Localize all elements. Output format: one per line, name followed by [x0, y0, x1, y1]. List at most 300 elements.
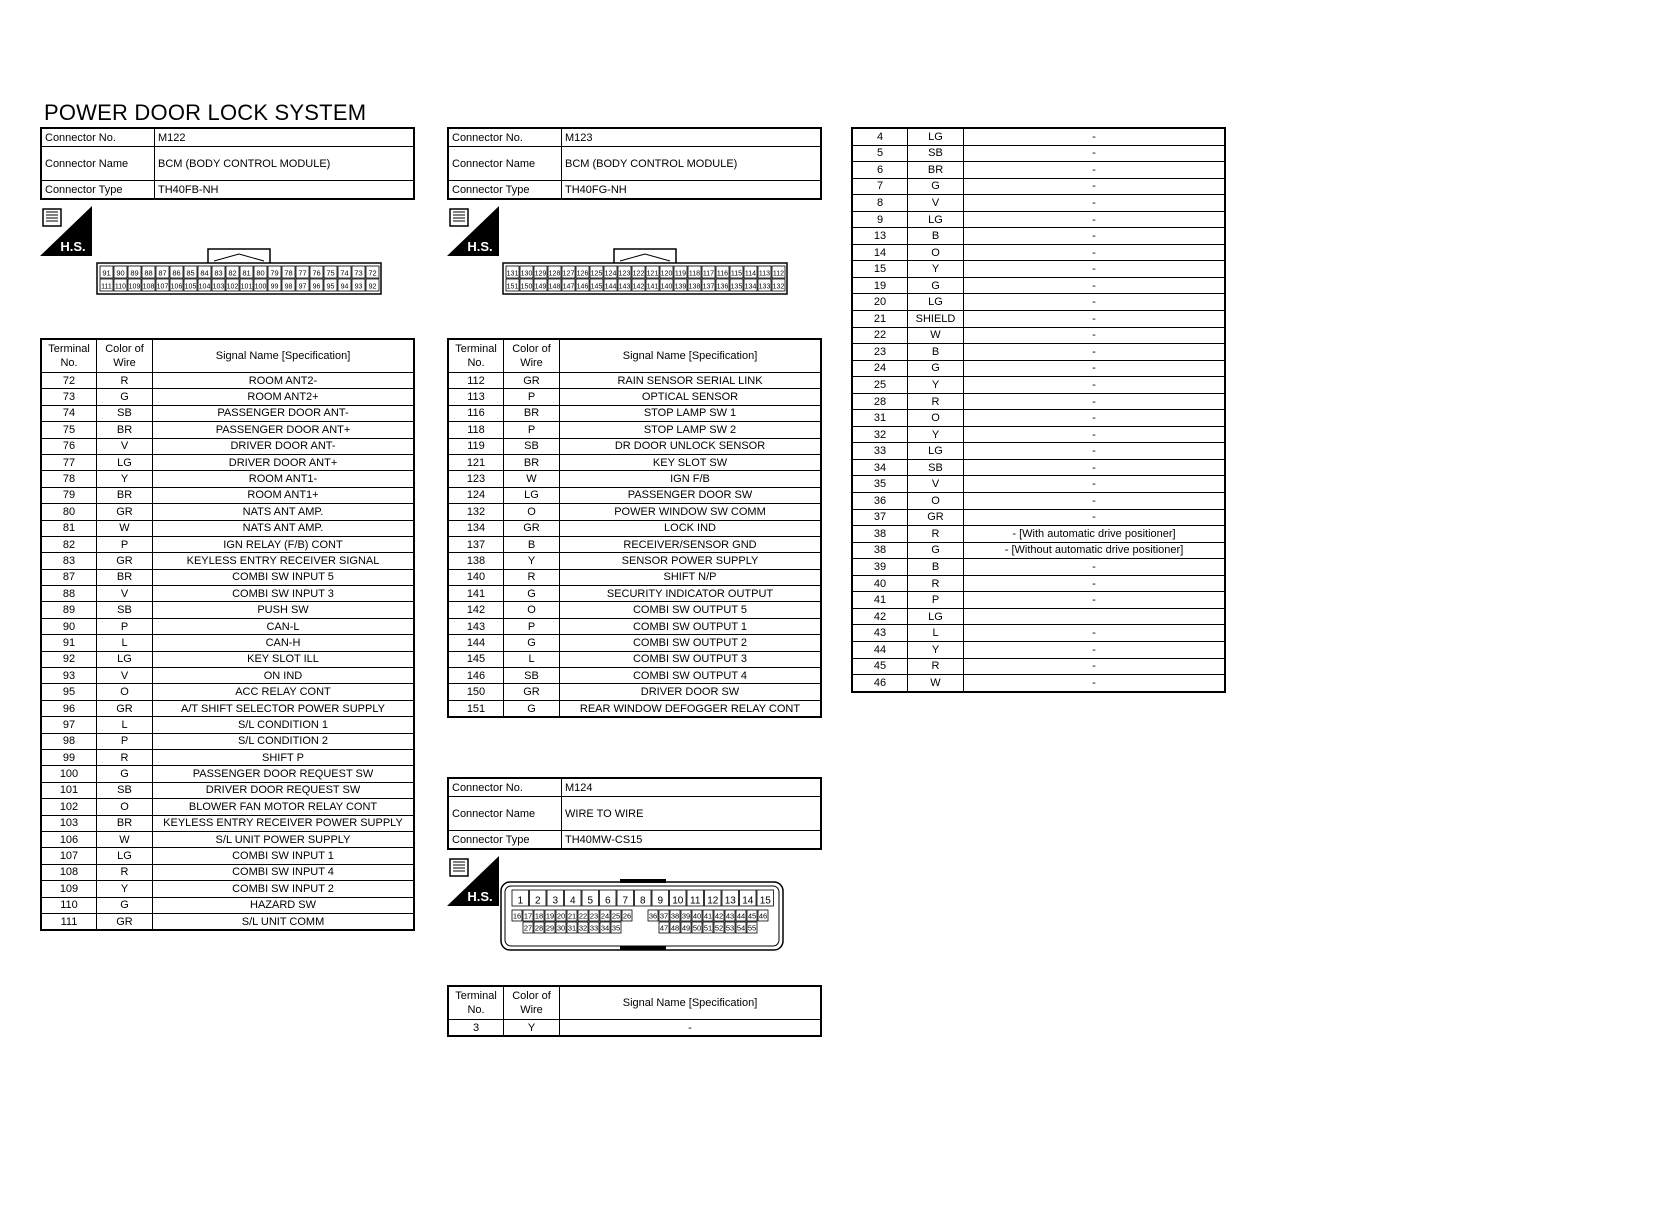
terminal-no-cell: 87	[41, 569, 97, 585]
signal-name-cell: -	[964, 675, 1226, 692]
terminal-no-cell: 146	[448, 668, 504, 684]
signal-name-cell: SHIFT P	[153, 749, 415, 765]
pin-number: 141	[646, 283, 659, 291]
pin-number: 123	[618, 270, 631, 278]
pin-number: 72	[368, 268, 377, 278]
signal-name-cell: PASSENGER DOOR REQUEST SW	[153, 766, 415, 782]
pin-number: 95	[326, 283, 335, 291]
table-row	[41, 881, 414, 897]
terminal-no-cell: 151	[448, 700, 504, 717]
wire-color-cell: GR	[97, 504, 153, 520]
harness-side-icon	[447, 206, 499, 256]
wire-color-cell: R	[908, 575, 964, 592]
table-row	[852, 410, 1225, 427]
connector-info-m122	[40, 127, 415, 200]
signal-name-cell: - [Without automatic drive positioner]	[964, 542, 1226, 559]
table-row	[852, 493, 1225, 510]
table-row	[852, 311, 1225, 328]
table-row	[41, 520, 414, 536]
signal-name-cell: PASSENGER DOOR ANT-	[153, 405, 415, 421]
pin-number: 94	[340, 283, 349, 291]
terminal-no-cell: 39	[852, 559, 908, 576]
signal-name-cell: BLOWER FAN MOTOR RELAY CONT	[153, 799, 415, 815]
signal-name-cell: S/L CONDITION 1	[153, 717, 415, 733]
pin-number: 100	[254, 283, 267, 291]
pin-number: 45	[747, 911, 757, 921]
connector-type-label: Connector Type	[41, 181, 155, 200]
pin-number: 42	[714, 911, 724, 921]
signal-name-cell: STOP LAMP SW 1	[560, 405, 822, 421]
hs-label: H.S.	[60, 239, 86, 254]
pin-number: 44	[736, 911, 746, 921]
signal-name-cell: A/T SHIFT SELECTOR POWER SUPPLY	[153, 700, 415, 716]
harness-side-icon	[40, 206, 92, 256]
pin-number: 146	[576, 283, 589, 291]
signal-name-cell	[964, 608, 1226, 625]
pin-number: 46	[758, 911, 768, 921]
signal-name-cell: -	[964, 559, 1226, 576]
pin-number: 50	[692, 923, 702, 933]
table-row	[41, 782, 414, 798]
terminal-no-cell: 46	[852, 675, 908, 692]
wire-color-cell: P	[908, 592, 964, 609]
pin-number: 4	[569, 895, 576, 907]
table-row	[41, 635, 414, 651]
wire-color-cell: R	[97, 373, 153, 389]
wire-color-cell: SB	[504, 438, 560, 454]
table-row	[852, 675, 1225, 692]
pin-number: 96	[312, 283, 321, 291]
wire-color-cell: P	[504, 618, 560, 634]
wire-color-cell: GR	[97, 700, 153, 716]
terminal-no-cell: 5	[852, 145, 908, 162]
signal-name-cell: -	[964, 443, 1226, 460]
pin-number: 115	[730, 270, 743, 278]
table-row	[852, 526, 1225, 543]
wire-color-cell: Y	[504, 1020, 560, 1037]
signal-name-cell: -	[964, 195, 1226, 212]
connector-info-m123	[447, 127, 822, 200]
wire-color-cell: G	[97, 897, 153, 913]
signal-name-cell: HAZARD SW	[153, 897, 415, 913]
page-title: POWER DOOR LOCK SYSTEM	[44, 100, 367, 125]
connector-name-value: WIRE TO WIRE	[562, 797, 822, 831]
wire-color-cell: SB	[97, 602, 153, 618]
pin-number: 122	[632, 270, 645, 278]
pin-number: 134	[744, 283, 757, 291]
signal-name-cell: IGN F/B	[560, 471, 822, 487]
terminal-no-cell: 106	[41, 831, 97, 847]
table-row	[448, 602, 821, 618]
signal-name-cell: STOP LAMP SW 2	[560, 422, 822, 438]
wire-color-cell: V	[97, 438, 153, 454]
wire-color-cell: R	[97, 864, 153, 880]
terminal-no-cell: 89	[41, 602, 97, 618]
pin-number: 103	[212, 283, 225, 291]
terminal-no-cell: 100	[41, 766, 97, 782]
connector-type-label: Connector Type	[448, 831, 562, 850]
pin-number: 20	[556, 911, 566, 921]
table-row	[41, 438, 414, 454]
table-row	[448, 438, 821, 454]
pin-number: 130	[520, 270, 533, 278]
wire-color-cell: W	[97, 520, 153, 536]
pin-number: 3	[552, 895, 559, 907]
terminal-no-cell: 24	[852, 360, 908, 377]
signal-name-cell: POWER WINDOW SW COMM	[560, 504, 822, 520]
terminal-no-cell: 103	[41, 815, 97, 831]
wire-color-cell: LG	[908, 608, 964, 625]
table-row	[41, 799, 414, 815]
terminal-no-cell: 143	[448, 618, 504, 634]
color-of-wire-header: Color of Wire	[504, 986, 560, 1020]
table-row	[852, 443, 1225, 460]
signal-name-header: Signal Name [Specification]	[560, 986, 822, 1020]
table-row	[41, 684, 414, 700]
wire-color-cell: GR	[504, 373, 560, 389]
pin-number: 150	[520, 283, 533, 291]
table-row	[41, 815, 414, 831]
terminal-no-cell: 121	[448, 454, 504, 470]
pin-number: 90	[116, 268, 125, 278]
signal-name-cell: SECURITY INDICATOR OUTPUT	[560, 586, 822, 602]
terminal-no-cell: 45	[852, 658, 908, 675]
table-row	[448, 618, 821, 634]
wire-color-cell: O	[908, 410, 964, 427]
pin-number: 52	[714, 923, 724, 933]
table-row	[852, 608, 1225, 625]
connector-name-label: Connector Name	[448, 797, 562, 831]
pin-number: 105	[184, 283, 197, 291]
pin-number: 78	[284, 268, 293, 278]
table-row	[852, 228, 1225, 245]
connector-no-value: M122	[155, 128, 415, 147]
wire-color-cell: SB	[97, 405, 153, 421]
connector-info-m124	[447, 777, 822, 850]
terminal-no-cell: 72	[41, 373, 97, 389]
terminal-no-cell: 95	[41, 684, 97, 700]
terminal-no-cell: 124	[448, 487, 504, 503]
signal-name-cell: RAIN SENSOR SERIAL LINK	[560, 373, 822, 389]
signal-name-cell: -	[964, 344, 1226, 361]
signal-name-cell: COMBI SW INPUT 2	[153, 881, 415, 897]
terminal-no-cell: 142	[448, 602, 504, 618]
wire-color-cell: GR	[97, 913, 153, 930]
wire-color-cell: O	[908, 493, 964, 510]
terminal-no-cell: 90	[41, 618, 97, 634]
pin-number: 120	[660, 270, 673, 278]
wire-color-cell: Y	[908, 261, 964, 278]
pin-number: 109	[128, 283, 141, 291]
pin-number: 128	[548, 270, 561, 278]
signal-name-cell: -	[964, 244, 1226, 261]
pin-number: 54	[736, 923, 746, 933]
table-row	[41, 766, 414, 782]
terminal-no-cell: 14	[852, 244, 908, 261]
table-row	[41, 717, 414, 733]
terminal-no-cell: 150	[448, 684, 504, 700]
table-row	[448, 454, 821, 470]
table-row	[852, 244, 1225, 261]
signal-name-cell: -	[964, 575, 1226, 592]
table-row	[448, 487, 821, 503]
signal-name-cell: ON IND	[153, 668, 415, 684]
wire-color-cell: G	[908, 277, 964, 294]
connector-type-value: TH40MW-CS15	[562, 831, 822, 850]
pin-number: 21	[567, 911, 577, 921]
connector-name-label: Connector Name	[448, 147, 562, 181]
pin-number: 117	[702, 270, 715, 278]
wire-color-cell: BR	[97, 487, 153, 503]
table-row	[852, 145, 1225, 162]
signal-name-cell: COMBI SW OUTPUT 4	[560, 668, 822, 684]
signal-name-cell: -	[964, 162, 1226, 179]
pin-number: 8	[639, 895, 646, 907]
pin-number: 148	[548, 283, 561, 291]
signal-name-cell: -	[964, 128, 1226, 145]
wire-color-cell: GR	[97, 553, 153, 569]
wire-color-cell: R	[504, 569, 560, 585]
terminal-no-cell: 93	[41, 668, 97, 684]
terminal-no-cell: 32	[852, 426, 908, 443]
signal-name-cell: RECEIVER/SENSOR GND	[560, 536, 822, 552]
pin-number: 7	[622, 895, 629, 907]
connector-type-label: Connector Type	[448, 181, 562, 200]
terminal-no-cell: 82	[41, 536, 97, 552]
pin-number: 6	[604, 895, 611, 907]
pin-number: 125	[590, 270, 603, 278]
connector-face-m123	[502, 246, 788, 296]
terminal-no-cell: 132	[448, 504, 504, 520]
table-row	[41, 913, 414, 930]
wire-color-cell: Y	[504, 553, 560, 569]
table-row	[41, 536, 414, 552]
table-row	[41, 668, 414, 684]
terminal-no-cell: 13	[852, 228, 908, 245]
terminal-table-m122	[40, 338, 415, 931]
wire-color-cell: G	[97, 389, 153, 405]
table-row	[41, 405, 414, 421]
pin-number: 114	[744, 270, 757, 278]
table-row	[852, 641, 1225, 658]
terminal-no-cell: 118	[448, 422, 504, 438]
wire-color-cell: O	[504, 504, 560, 520]
connector-type-value: TH40FB-NH	[155, 181, 415, 200]
wire-color-cell: L	[908, 625, 964, 642]
terminal-no-cell: 78	[41, 471, 97, 487]
terminal-no-cell: 77	[41, 454, 97, 470]
terminal-no-cell: 76	[41, 438, 97, 454]
table-row	[41, 733, 414, 749]
terminal-no-cell: 97	[41, 717, 97, 733]
signal-name-cell: KEYLESS ENTRY RECEIVER SIGNAL	[153, 553, 415, 569]
terminal-no-cell: 98	[41, 733, 97, 749]
connector-name-label: Connector Name	[41, 147, 155, 181]
table-row	[448, 520, 821, 536]
wire-color-cell: LG	[97, 454, 153, 470]
table-row	[852, 128, 1225, 145]
table-row	[852, 393, 1225, 410]
wire-color-cell: B	[908, 559, 964, 576]
wire-color-cell: SB	[908, 459, 964, 476]
signal-name-cell: IGN RELAY (F/B) CONT	[153, 536, 415, 552]
table-row	[448, 422, 821, 438]
table-row	[41, 569, 414, 585]
table-row	[448, 1020, 821, 1037]
pin-number: 35	[611, 923, 621, 933]
wire-color-cell: G	[504, 700, 560, 717]
pin-number: 144	[604, 283, 617, 291]
signal-name-cell: COMBI SW INPUT 1	[153, 848, 415, 864]
terminal-no-header: Terminal No.	[41, 339, 97, 373]
signal-name-header: Signal Name [Specification]	[560, 339, 822, 373]
terminal-table-m124-continued	[851, 127, 1226, 693]
table-row	[41, 504, 414, 520]
signal-name-cell: -	[964, 311, 1226, 328]
pin-number: 116	[716, 270, 729, 278]
pin-number: 40	[692, 911, 702, 921]
terminal-no-cell: 83	[41, 553, 97, 569]
table-row	[41, 602, 414, 618]
table-row	[41, 700, 414, 716]
wire-color-cell: G	[504, 635, 560, 651]
terminal-no-cell: 144	[448, 635, 504, 651]
pin-number: 74	[340, 268, 349, 278]
terminal-no-cell: 6	[852, 162, 908, 179]
signal-name-cell: -	[964, 178, 1226, 195]
pin-number: 139	[674, 283, 687, 291]
table-row	[852, 327, 1225, 344]
pin-number: 138	[688, 283, 701, 291]
signal-name-cell: PUSH SW	[153, 602, 415, 618]
pin-number: 80	[256, 268, 265, 278]
signal-name-cell: SENSOR POWER SUPPLY	[560, 553, 822, 569]
pin-number: 104	[198, 283, 211, 291]
signal-name-cell: -	[964, 228, 1226, 245]
terminal-no-cell: 38	[852, 526, 908, 543]
pin-number: 12	[707, 895, 719, 907]
terminal-no-cell: 111	[41, 913, 97, 930]
signal-name-cell: NATS ANT AMP.	[153, 504, 415, 520]
terminal-no-cell: 20	[852, 294, 908, 311]
pin-number: 14	[742, 895, 754, 907]
table-row	[448, 635, 821, 651]
table-row	[852, 277, 1225, 294]
pin-number: 29	[545, 923, 555, 933]
terminal-no-cell: 99	[41, 749, 97, 765]
pin-number: 110	[114, 283, 127, 291]
wire-color-cell: P	[97, 733, 153, 749]
signal-name-cell: -	[964, 426, 1226, 443]
wire-color-cell: L	[504, 651, 560, 667]
table-row	[41, 618, 414, 634]
pin-number: 28	[534, 923, 544, 933]
pin-number: 108	[142, 283, 155, 291]
wire-color-cell: LG	[908, 294, 964, 311]
terminal-no-cell: 102	[41, 799, 97, 815]
terminal-no-cell: 25	[852, 377, 908, 394]
pin-number: 112	[772, 270, 785, 278]
table-row	[852, 377, 1225, 394]
connector-face-m122	[96, 246, 382, 296]
table-row	[448, 700, 821, 717]
signal-name-cell: PASSENGER DOOR SW	[560, 487, 822, 503]
pin-number: 133	[758, 283, 771, 291]
wire-color-cell: SB	[908, 145, 964, 162]
pin-number: 11	[690, 895, 701, 907]
table-row	[852, 178, 1225, 195]
terminal-no-cell: 31	[852, 410, 908, 427]
terminal-no-cell: 15	[852, 261, 908, 278]
pin-number: 37	[659, 911, 669, 921]
terminal-no-cell: 107	[41, 848, 97, 864]
pin-number: 107	[156, 283, 169, 291]
terminal-no-cell: 101	[41, 782, 97, 798]
hs-label: H.S.	[467, 239, 493, 254]
signal-name-cell: -	[964, 377, 1226, 394]
table-row	[852, 211, 1225, 228]
pin-number: 48	[670, 923, 680, 933]
table-row	[448, 389, 821, 405]
signal-name-cell: SHIFT N/P	[560, 569, 822, 585]
pin-number: 49	[681, 923, 691, 933]
signal-name-cell: -	[560, 1020, 822, 1037]
terminal-no-cell: 108	[41, 864, 97, 880]
signal-name-cell: COMBI SW OUTPUT 5	[560, 602, 822, 618]
signal-name-cell: -	[964, 211, 1226, 228]
signal-name-cell: COMBI SW INPUT 5	[153, 569, 415, 585]
table-row	[41, 471, 414, 487]
signal-name-cell: ROOM ANT1-	[153, 471, 415, 487]
signal-name-cell: ACC RELAY CONT	[153, 684, 415, 700]
wire-color-cell: V	[97, 668, 153, 684]
signal-name-cell: REAR WINDOW DEFOGGER RELAY CONT	[560, 700, 822, 717]
pin-number: 83	[214, 268, 223, 278]
pin-number: 24	[600, 911, 610, 921]
pin-number: 77	[298, 268, 307, 278]
pin-number: 39	[681, 911, 691, 921]
wire-color-cell: O	[504, 602, 560, 618]
wire-color-cell: G	[908, 178, 964, 195]
wire-color-cell: SB	[504, 668, 560, 684]
wire-color-cell: B	[504, 536, 560, 552]
table-row	[448, 668, 821, 684]
pin-number: 82	[228, 268, 237, 278]
signal-name-cell: DR DOOR UNLOCK SENSOR	[560, 438, 822, 454]
terminal-no-cell: 21	[852, 311, 908, 328]
terminal-no-cell: 110	[41, 897, 97, 913]
pin-number: 142	[632, 283, 645, 291]
terminal-table-m124	[447, 985, 822, 1037]
pin-number: 97	[298, 283, 307, 291]
signal-name-cell: DRIVER DOOR SW	[560, 684, 822, 700]
pin-number: 143	[618, 283, 631, 291]
table-row	[852, 261, 1225, 278]
hs-label: H.S.	[467, 889, 493, 904]
terminal-no-cell: 28	[852, 393, 908, 410]
wire-color-cell: BR	[908, 162, 964, 179]
signal-name-cell: S/L UNIT POWER SUPPLY	[153, 831, 415, 847]
wire-color-cell: G	[504, 586, 560, 602]
pin-number: 27	[523, 923, 533, 933]
terminal-no-cell: 40	[852, 575, 908, 592]
wire-color-cell: BR	[97, 815, 153, 831]
terminal-no-cell: 37	[852, 509, 908, 526]
terminal-no-cell: 4	[852, 128, 908, 145]
table-row	[852, 195, 1225, 212]
terminal-no-cell: 3	[448, 1020, 504, 1037]
pin-number: 32	[578, 923, 588, 933]
